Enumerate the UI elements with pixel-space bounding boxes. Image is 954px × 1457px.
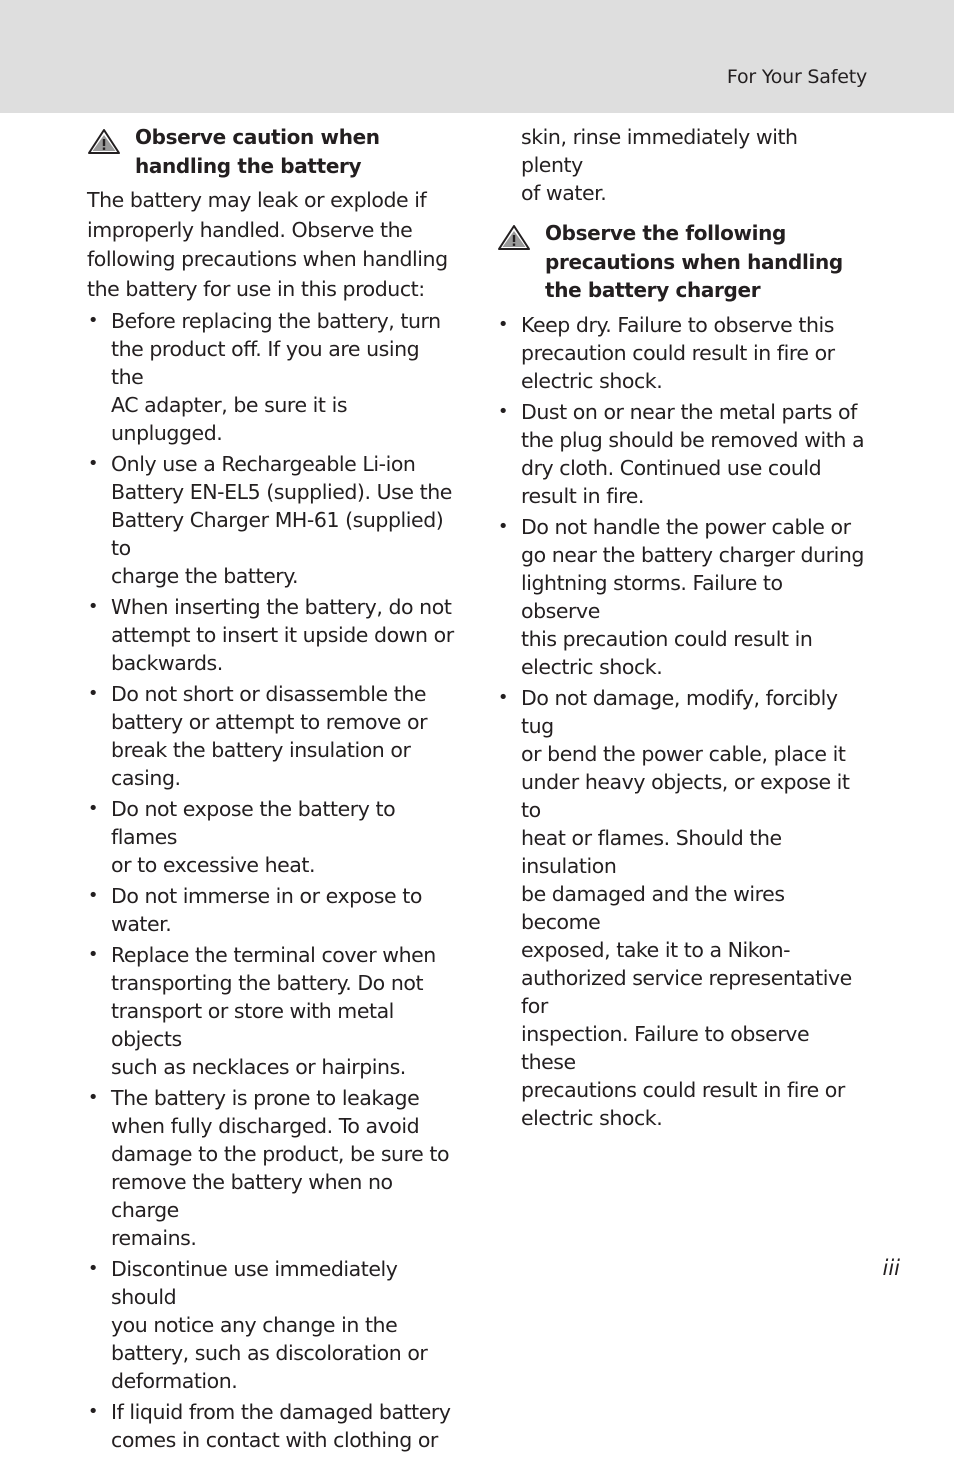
- list-item-text: If liquid from the damaged battery comes in contact with clothing or: [111, 1400, 451, 1452]
- list-item-text: Do not immerse in or expose to water.: [111, 884, 422, 936]
- battery-caution-heading: [87, 123, 455, 180]
- left-column: [87, 123, 455, 1457]
- bullet-icon: •: [87, 310, 99, 331]
- list-item: [87, 593, 455, 677]
- list-item-text: Do not damage, modify, forcibly tug or bend the power cable, place it under heavy objects, or expose it to heat or flames. Should the insulation be damaged and the wires become exposed, take it to a Nikon- authorized service representative for inspection. Failure to observe these precautions could result in fire or electric shock.: [521, 685, 852, 1130]
- list-item-text: Keep dry. Failure to observe this precaution could result in fire or electric shock.: [521, 312, 835, 393]
- right-column: [497, 123, 865, 1135]
- list-item-text: Discontinue use immediately should you notice any change in the battery, such as discoloration or deformation.: [111, 1257, 428, 1393]
- bullet-icon: •: [497, 686, 509, 708]
- bullet-icon: •: [87, 1401, 99, 1422]
- bullet-icon: •: [87, 885, 99, 906]
- charger-precautions-list: [497, 311, 865, 1132]
- list-item-text: Do not handle the power cable or go near the battery charger during lightning storms. Failure to observe this precaution could result in electric shock.: [521, 514, 864, 679]
- list-item-text: When inserting the battery, do not attempt to insert it upside down or backwards.: [111, 595, 454, 675]
- header-band: [0, 0, 954, 113]
- list-item-text: Dust on or near the metal parts of the plug should be removed with a dry cloth. Continued use could result in fire.: [521, 399, 865, 508]
- list-item: [497, 311, 865, 395]
- page-number: iii: [882, 1256, 900, 1280]
- warning-triangle-icon: [87, 128, 123, 156]
- list-item: [87, 680, 455, 792]
- bullet-icon: •: [87, 683, 99, 704]
- list-item: [497, 684, 865, 1132]
- list-item: [87, 1398, 455, 1454]
- list-item: [497, 398, 865, 510]
- bullet-icon: •: [87, 798, 99, 819]
- list-item: [87, 450, 455, 590]
- bullet-icon: •: [87, 596, 99, 617]
- list-item-text: Only use a Rechargeable Li-ion Battery EN-EL5 (supplied). Use the Battery Charger MH-61 (supplied) to charge the battery.: [111, 452, 452, 588]
- continued-bullet-text: skin, rinse immediately with plenty of water.: [521, 125, 798, 205]
- bullet-icon: •: [87, 944, 99, 965]
- list-item: [87, 795, 455, 879]
- list-item: [87, 1084, 455, 1252]
- list-item: [87, 941, 455, 1081]
- section-title: For Your Safety: [726, 66, 867, 88]
- intro-paragraph: The battery may leak or explode if improperly handled. Observe the following precautions when handling the battery for use in this product:: [87, 188, 448, 301]
- list-item-text: The battery is prone to leakage when fully discharged. To avoid damage to the product, be sure to remove the battery when no charge remains.: [111, 1086, 450, 1250]
- list-item: [87, 307, 455, 447]
- list-item-text: Do not short or disassemble the battery or attempt to remove or break the battery insulation or casing.: [111, 682, 428, 790]
- bullet-icon: •: [87, 1087, 99, 1108]
- list-item-text: Replace the terminal cover when transporting the battery. Do not transport or store with metal objects such as necklaces or hairpins.: [111, 943, 436, 1079]
- bullet-icon: •: [87, 453, 99, 474]
- battery-precautions-list: [87, 307, 455, 1454]
- warning-triangle-icon: [497, 224, 533, 252]
- heading-text: Observe caution when handling the battery: [135, 125, 380, 178]
- list-item-text: Do not expose the battery to flames or to excessive heat.: [111, 797, 396, 877]
- list-item: [497, 513, 865, 681]
- bullet-icon: •: [497, 313, 509, 335]
- list-item: [87, 1255, 455, 1395]
- bullet-icon: •: [87, 1258, 99, 1279]
- list-item-text: Before replacing the battery, turn the product off. If you are using the AC adapter, be sure it is unplugged.: [111, 309, 441, 445]
- bullet-icon: •: [497, 400, 509, 422]
- charger-caution-heading: [497, 219, 865, 305]
- list-item: [87, 882, 455, 938]
- bullet-icon: •: [497, 515, 509, 537]
- heading-text: Observe the following precautions when handling the battery charger: [545, 221, 843, 302]
